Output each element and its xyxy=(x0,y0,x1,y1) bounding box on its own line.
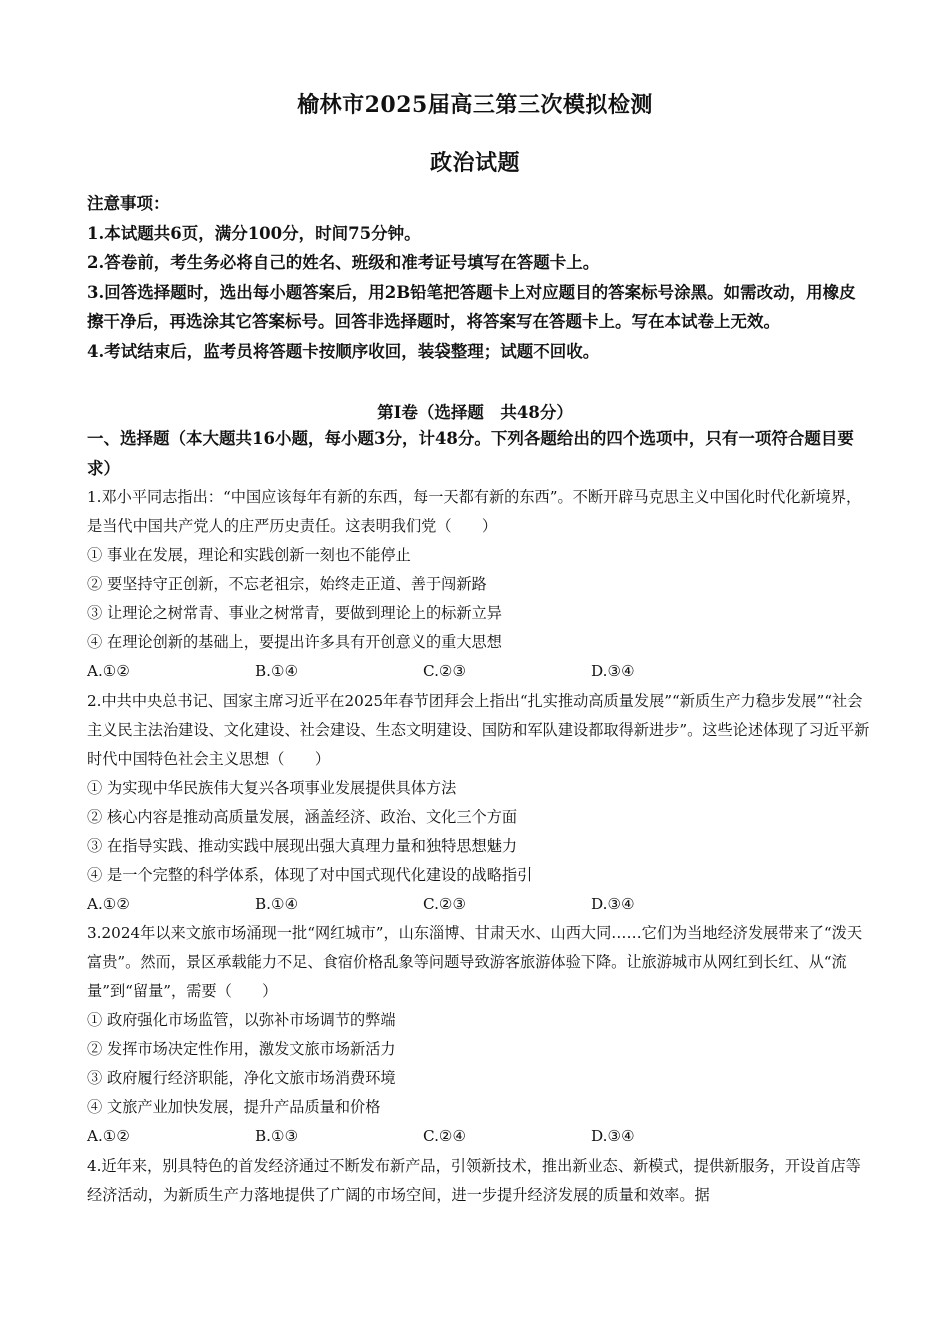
question-3 xyxy=(87,919,872,1151)
notice-item: 3.回答选择题时，选出每小题答案后，用2B铅笔把答题卡上对应题目的答案标号涂黑。如需改动，用橡皮擦干净后，再选涂其它答案标号。回答非选择题时，将答案写在答题卡上。写在本试卷上无效。 xyxy=(87,282,856,331)
page-title: 榆林市2025届高三第三次模拟检测 xyxy=(297,92,653,118)
question-item: ④ 是一个完整的科学体系，体现了对中国式现代化建设的战略指引 xyxy=(87,866,533,884)
question-stem: 4.近年来，别具特色的首发经济通过不断发布新产品，引领新技术，推出新业态、新模式，提供新服务，开设首店等经济活动，为新质生产力落地提供了广阔的市场空间，进一步提升经济发展的质量和效率。据 xyxy=(87,1157,861,1204)
answer-options xyxy=(87,1122,872,1151)
question-stem: 1.邓小平同志指出：“中国应该每年有新的东西，每一天都有新的东西”。不断开辟马克思主义中国化时代化新境界，是当代中国共产党人的庄严历史责任。这表明我们党（ ） xyxy=(87,488,862,535)
option-a: A.①② xyxy=(87,895,131,913)
option-d: D.③④ xyxy=(591,662,635,680)
notice-item: 1.本试题共6页，满分100分，时间75分钟。 xyxy=(87,223,421,243)
question-item: ① 为实现中华民族伟大复兴各项事业发展提供具体方法 xyxy=(87,779,457,797)
option-d: D.③④ xyxy=(591,1127,635,1145)
question-4 xyxy=(87,1152,872,1210)
page-subtitle: 政治试题 xyxy=(429,150,520,176)
option-b: B.①③ xyxy=(255,1127,299,1145)
notice-item: 4.考试结束后，监考员将答题卡按顺序收回，装袋整理；试题不回收。 xyxy=(87,341,600,361)
question-item: ③ 让理论之树常青、事业之树常青，要做到理论上的标新立异 xyxy=(87,604,502,622)
option-c: C.②③ xyxy=(423,662,467,680)
notice-item: 2.答卷前，考生务必将自己的姓名、班级和准考证号填写在答题卡上。 xyxy=(87,253,600,272)
answer-options xyxy=(87,657,872,686)
option-b: B.①④ xyxy=(255,895,299,913)
question-item: ③ 在指导实践、推动实践中展现出强大真理力量和独特思想魅力 xyxy=(87,837,518,855)
question-item: ④ 在理论创新的基础上，要提出许多具有开创意义的重大思想 xyxy=(87,633,502,651)
question-2 xyxy=(87,687,872,919)
option-a: A.①② xyxy=(87,662,131,680)
question-item: ① 事业在发展，理论和实践创新一刻也不能停止 xyxy=(87,546,411,564)
notice-heading: 注意事项： xyxy=(87,194,170,213)
part-heading: 一、选择题（本大题共16小题，每小题3分，计48分。下列各题给出的四个选项中，只有一项符合题目要求） xyxy=(87,429,854,478)
option-d: D.③④ xyxy=(591,895,635,913)
option-c: C.②④ xyxy=(423,1127,467,1145)
option-c: C.②③ xyxy=(423,895,467,913)
option-a: A.①② xyxy=(87,1127,131,1145)
question-item: ④ 文旅产业加快发展，提升产品质量和价格 xyxy=(87,1098,381,1116)
option-b: B.①④ xyxy=(255,662,299,680)
question-1 xyxy=(87,483,872,686)
volume-heading: 第Ⅰ卷（选择题 共48分） xyxy=(377,403,573,422)
question-item: ② 要坚持守正创新，不忘老祖宗，始终走正道、善于闯新路 xyxy=(87,575,487,593)
question-item: ③ 政府履行经济职能，净化文旅市场消费环境 xyxy=(87,1069,396,1087)
question-stem: 3.2024年以来文旅市场涌现一批“网红城市”，山东淄博、甘肃天水、山西大同……它们为当地经济发展带来了“泼天富贵”。然而，景区承载能力不足、食宿价格乱象等问题导致游客旅游体验下降。让旅游城市从网红到长红、从“流量”到“留量”，需要（ ） xyxy=(87,924,863,1000)
question-stem: 2.中共中央总书记、国家主席习近平在2025年春节团拜会上指出“扎实推动高质量发展”“新质生产力稳步发展”“社会主义民主法治建设、文化建设、社会建设、生态文明建设、国防和军队建设都取得新进步”。这些论述体现了习近平新时代中国特色社会主义思想（ ） xyxy=(87,692,870,768)
answer-options xyxy=(87,890,872,919)
notice-block xyxy=(87,189,867,366)
question-item: ② 发挥市场决定性作用，激发文旅市场新活力 xyxy=(87,1040,396,1058)
question-item: ② 核心内容是推动高质量发展，涵盖经济、政治、文化三个方面 xyxy=(87,808,518,826)
question-item: ① 政府强化市场监管，以弥补市场调节的弊端 xyxy=(87,1011,396,1029)
